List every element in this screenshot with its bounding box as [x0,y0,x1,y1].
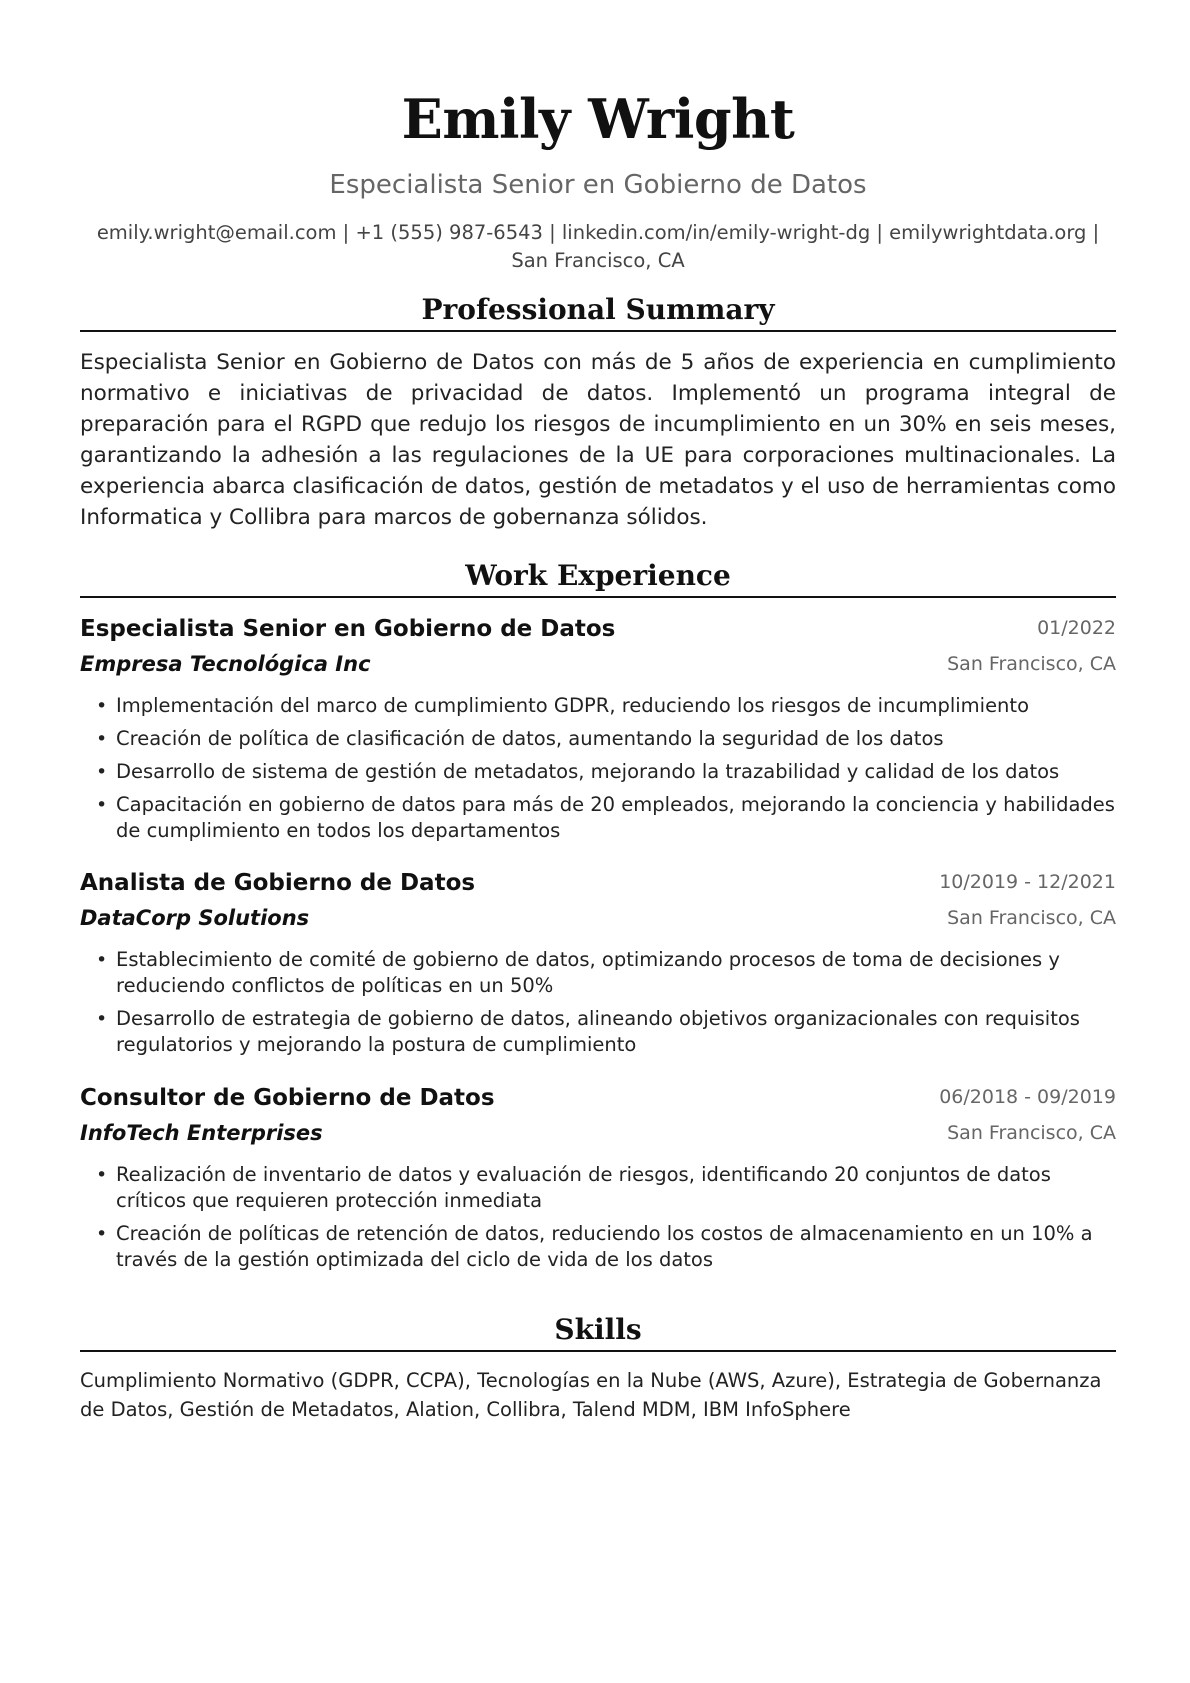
job-header-row [80,613,1116,649]
job-bullets [80,1162,1116,1273]
job-bullet [80,726,1116,752]
candidate-headline: Especialista Senior en Gobierno de Datos [329,170,867,200]
contact-line: emily.wright@email.com | +1 (555) 987-6543 | linkedin.com/in/emily-wright-dg | emilywrightdata.org | San Francisco, CA [96,221,1100,272]
experience-section-title: Work Experience [465,559,731,592]
job-bullet-text: Desarrollo de sistema de gestión de metadatos, mejorando la trazabilidad y calidad de los datos [116,760,1060,783]
bullet-icon: • [96,949,108,971]
job-company: Empresa Tecnológica Inc [80,652,371,676]
job-title: Consultor de Gobierno de Datos [80,1085,495,1111]
job-company: InfoTech Enterprises [80,1121,323,1145]
job-bullet-text: Creación de políticas de retención de datos, reduciendo los costos de almacenamiento en un 10% a través de la gestión optimizada del ciclo de vida de los datos [116,1222,1093,1271]
job-bullet [80,947,1116,999]
job-bullet-text: Implementación del marco de cumplimiento GDPR, reduciendo los riesgos de incumplimiento [116,694,1029,717]
job-bullet [80,1162,1116,1214]
job-bullet [80,1221,1116,1273]
job-bullets [80,947,1116,1058]
job-company-row [80,1118,1116,1162]
job-bullet [80,693,1116,719]
skills-divider [80,1350,1116,1352]
job-bullet [80,759,1116,785]
experience-divider [80,596,1116,598]
job-bullet [80,792,1116,844]
job-bullet-text: Desarrollo de estrategia de gobierno de datos, alineando objetivos organizacionales con requisitos regulatorios y mejorando la postura de cumplimiento [116,1007,1080,1056]
bullet-icon: • [96,1008,108,1030]
bullet-icon: • [96,728,108,750]
bullet-icon: • [96,794,108,816]
job-date: 06/2018 - 09/2019 [939,1086,1116,1108]
job-entry [80,613,1116,851]
job-location: San Francisco, CA [947,1122,1116,1144]
job-bullet-text: Creación de política de clasificación de datos, aumentando la seguridad de los datos [116,727,944,750]
job-bullet-text: Capacitación en gobierno de datos para más de 20 empleados, mejorando la conciencia y habilidades de cumplimiento en todos los departamentos [116,793,1115,842]
summary-divider [80,330,1116,332]
job-bullet-text: Realización de inventario de datos y evaluación de riesgos, identificando 20 conjuntos de datos críticos que requieren protección inmediata [116,1163,1051,1212]
skills-text: Cumplimiento Normativo (GDPR, CCPA), Tecnologías en la Nube (AWS, Azure), Estrategia de Gobernanza de Datos, Gestión de Metadatos, Alation, Collibra, Talend MDM, IBM InfoSphere [80,1369,1102,1421]
job-date: 01/2022 [1037,617,1116,639]
job-header-row [80,1082,1116,1118]
job-location: San Francisco, CA [947,907,1116,929]
job-company: DataCorp Solutions [80,906,310,930]
job-title: Especialista Senior en Gobierno de Datos [80,616,616,642]
skills-section-title: Skills [554,1313,642,1346]
job-title: Analista de Gobierno de Datos [80,870,476,896]
job-location: San Francisco, CA [947,653,1116,675]
bullet-icon: • [96,1223,108,1245]
job-company-row [80,903,1116,947]
job-bullets [80,693,1116,844]
job-date: 10/2019 - 12/2021 [939,871,1116,893]
bullet-icon: • [96,695,108,717]
job-bullet [80,1006,1116,1058]
summary-section-title: Professional Summary [421,293,775,326]
bullet-icon: • [96,761,108,783]
job-company-row [80,649,1116,693]
job-bullet-text: Establecimiento de comité de gobierno de datos, optimizando procesos de toma de decisiones y reduciendo conflictos de políticas en un 50% [116,948,1060,997]
job-entry [80,1082,1116,1280]
job-header-row [80,867,1116,903]
candidate-name: Emily Wright [401,87,795,151]
job-entry [80,867,1116,1065]
summary-text: Especialista Senior en Gobierno de Datos con más de 5 años de experiencia en cumplimiento normativo e iniciativas de privacidad de datos. Implementó un programa integral de preparación para el RGPD que redujo los riesgos de incumplimiento en un 30% en seis meses, garantizando la adhesión a las regulaciones de la UE para corporaciones multinacionales. La experiencia abarca clasificación de datos, gestión de metadatos y el uso de herramientas como Informatica y Collibra para marcos de gobernanza sólidos. [80,350,1116,530]
bullet-icon: • [96,1164,108,1186]
